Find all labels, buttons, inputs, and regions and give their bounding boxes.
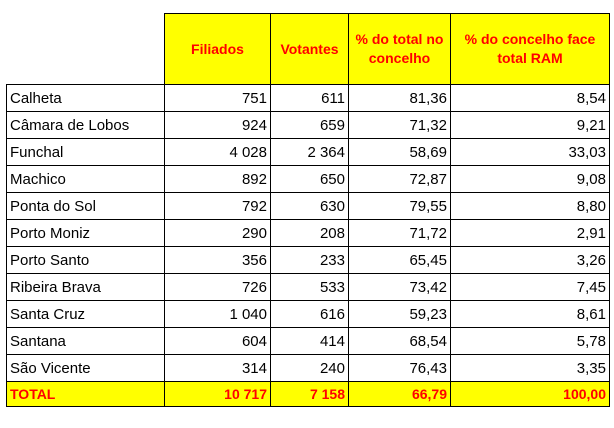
votantes-cell: 659 — [271, 112, 349, 139]
filiados-cell: 751 — [165, 85, 271, 112]
municipality-cell: Calheta — [7, 85, 165, 112]
filiados-cell: 924 — [165, 112, 271, 139]
pct-ram-cell: 8,54 — [451, 85, 610, 112]
pct-total-cell: 65,45 — [349, 247, 451, 274]
header-pct-concelho-ram: % do concelho face total RAM — [451, 14, 610, 85]
pct-total-cell: 71,32 — [349, 112, 451, 139]
table-body — [7, 85, 610, 382]
municipality-cell: São Vicente — [7, 355, 165, 382]
total-filiados-cell: 10 717 — [165, 382, 271, 407]
header-votantes: Votantes — [271, 14, 349, 85]
filiados-cell: 726 — [165, 274, 271, 301]
filiados-cell: 314 — [165, 355, 271, 382]
header-corner-cell — [7, 14, 165, 85]
header-pct-total-concelho: % do total no concelho — [349, 14, 451, 85]
table-row — [7, 85, 610, 112]
municipality-cell: Câmara de Lobos — [7, 112, 165, 139]
filiados-cell: 892 — [165, 166, 271, 193]
pct-ram-cell: 8,80 — [451, 193, 610, 220]
total-votantes-cell: 7 158 — [271, 382, 349, 407]
total-pct-total-cell: 66,79 — [349, 382, 451, 407]
votantes-cell: 2 364 — [271, 139, 349, 166]
municipality-cell: Santa Cruz — [7, 301, 165, 328]
pct-ram-cell: 33,03 — [451, 139, 610, 166]
pct-ram-cell: 7,45 — [451, 274, 610, 301]
pct-total-cell: 81,36 — [349, 85, 451, 112]
municipality-cell: Santana — [7, 328, 165, 355]
pct-ram-cell: 9,08 — [451, 166, 610, 193]
pct-total-cell: 79,55 — [349, 193, 451, 220]
municipality-cell: Machico — [7, 166, 165, 193]
table-row — [7, 355, 610, 382]
table-row — [7, 301, 610, 328]
filiados-cell: 290 — [165, 220, 271, 247]
municipality-cell: Funchal — [7, 139, 165, 166]
votantes-cell: 630 — [271, 193, 349, 220]
filiados-cell: 604 — [165, 328, 271, 355]
votantes-cell: 616 — [271, 301, 349, 328]
votantes-cell: 650 — [271, 166, 349, 193]
pct-total-cell: 71,72 — [349, 220, 451, 247]
pct-ram-cell: 9,21 — [451, 112, 610, 139]
filiados-cell: 1 040 — [165, 301, 271, 328]
municipality-cell: Ribeira Brava — [7, 274, 165, 301]
pct-total-cell: 68,54 — [349, 328, 451, 355]
filiados-cell: 792 — [165, 193, 271, 220]
pct-total-cell: 72,87 — [349, 166, 451, 193]
filiados-cell: 356 — [165, 247, 271, 274]
header-filiados: Filiados — [165, 14, 271, 85]
pct-ram-cell: 5,78 — [451, 328, 610, 355]
total-pct-ram-cell: 100,00 — [451, 382, 610, 407]
table-row — [7, 112, 610, 139]
municipality-cell: Porto Santo — [7, 247, 165, 274]
municipality-cell: Ponta do Sol — [7, 193, 165, 220]
table-row — [7, 139, 610, 166]
votantes-cell: 233 — [271, 247, 349, 274]
pct-ram-cell: 3,35 — [451, 355, 610, 382]
total-label-cell: TOTAL — [7, 382, 165, 407]
votantes-cell: 611 — [271, 85, 349, 112]
pct-ram-cell: 2,91 — [451, 220, 610, 247]
table-row — [7, 247, 610, 274]
data-table — [6, 13, 610, 407]
pct-ram-cell: 8,61 — [451, 301, 610, 328]
table-row — [7, 220, 610, 247]
votantes-cell: 208 — [271, 220, 349, 247]
votantes-cell: 240 — [271, 355, 349, 382]
header-row — [7, 14, 610, 85]
pct-total-cell: 73,42 — [349, 274, 451, 301]
pct-total-cell: 76,43 — [349, 355, 451, 382]
filiados-cell: 4 028 — [165, 139, 271, 166]
total-row — [7, 382, 610, 407]
table-row — [7, 274, 610, 301]
pct-total-cell: 58,69 — [349, 139, 451, 166]
municipality-cell: Porto Moniz — [7, 220, 165, 247]
table-row — [7, 193, 610, 220]
votantes-cell: 414 — [271, 328, 349, 355]
table-row — [7, 166, 610, 193]
pct-ram-cell: 3,26 — [451, 247, 610, 274]
votantes-cell: 533 — [271, 274, 349, 301]
table-row — [7, 328, 610, 355]
pct-total-cell: 59,23 — [349, 301, 451, 328]
